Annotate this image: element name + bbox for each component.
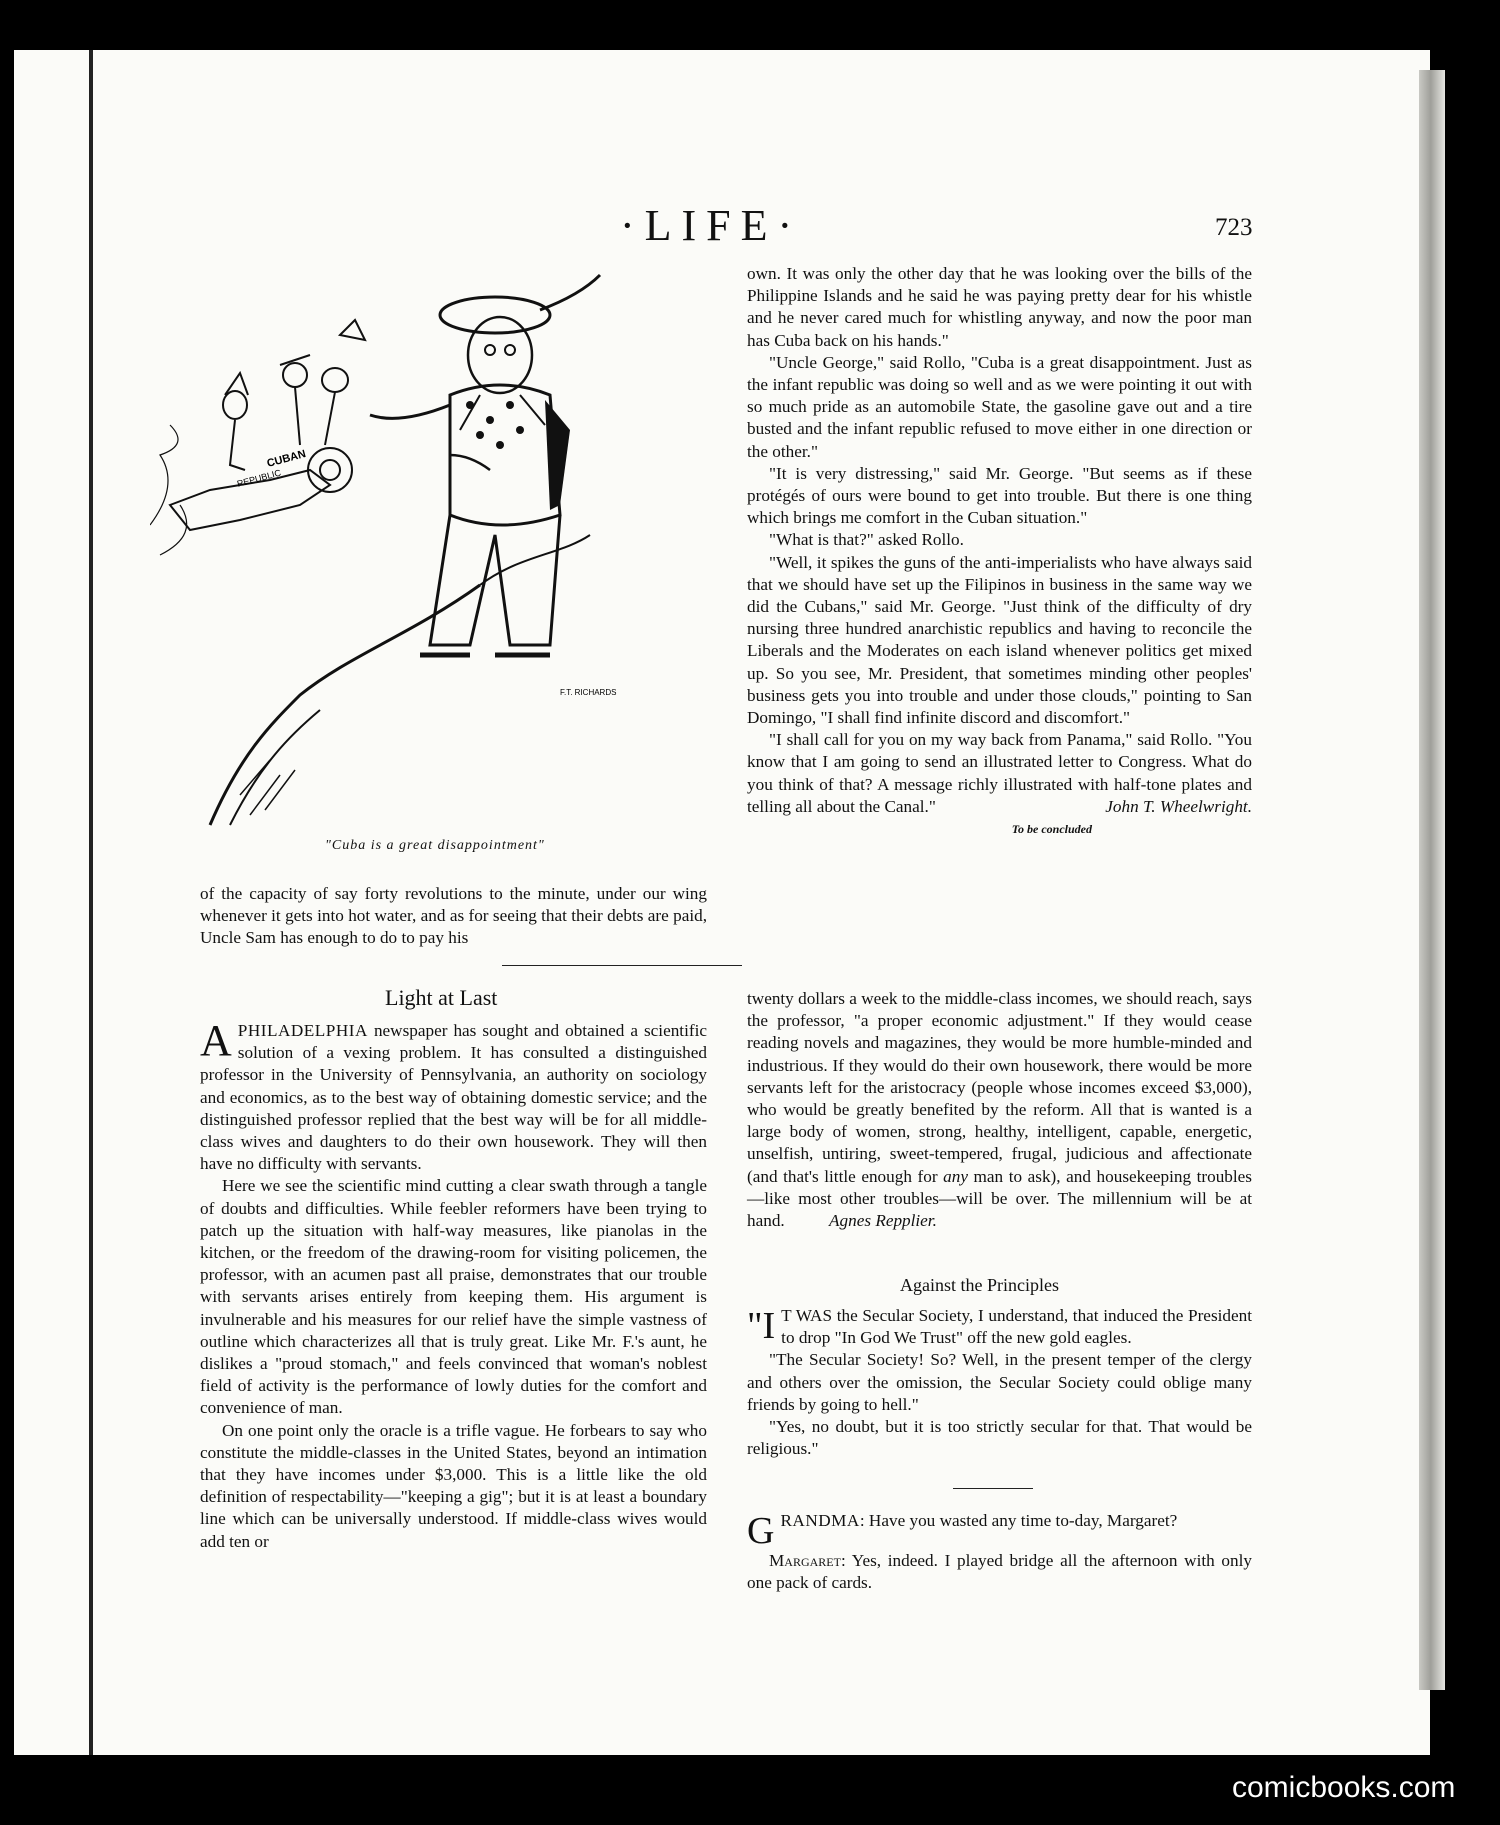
dialogue-line: : Have you wasted any time to-day, Margaret?	[859, 1511, 1178, 1530]
article3-title: Against the Principles	[900, 1275, 1059, 1295]
article1-paragraph: "Uncle George," said Rollo, "Cuba is a great disappointment. Just as the infant republic was doing so well and as we were pointing it out with so much pride as an automobile State, the gasoline gave out and a tire busted and the infant republic refused to move either in one direction or the other."	[747, 352, 1252, 461]
article1-right-column	[747, 263, 1252, 840]
magazine-title: ·LIFE·	[620, 201, 803, 250]
article3-paragraph: "Yes, no doubt, but it is too strictly secular for that. That would be religious."	[747, 1417, 1252, 1459]
to-be-concluded: To be concluded	[1011, 822, 1092, 837]
article2-paragraph: newspaper has sought and obtained a scientific solution of a vexing problem. It has consulted a distinguished professor in the University of Pennsylvania, an authority on sociology and economics, as to the best way of obtaining domestic service; and the distinguished professor replied that the best way will be for all middle-class wives and daughters to do their own housework. They will then have no difficulty with servants.	[200, 1021, 707, 1174]
article2-paragraph: twenty dollars a week to the middle-class incomes, we should reach, says the professor, "a proper economic adjustment." If they would cease reading novels and magazines, they would be more humble-minded and industrious. If they would do their own housework, there would be more servants left for the aristocracy (people whose incomes exceed $3,000), who would be greatly benefited by the reform. All that is wanted is a large body of women, strong, healthy, intelligent, capable, energetic, unselfish, untiring, sweet-tempered, frugal, judicious and affectionate (and that's little enough for	[747, 989, 1252, 1186]
cartoon-illustration	[150, 255, 720, 835]
article3-paragraph: "The Secular Society! So? Well, in the present temper of the clergy and others over the omission, the Secular Society could oblige many friends by going to hell."	[747, 1350, 1252, 1414]
article2-title: Light at Last	[385, 985, 498, 1010]
article2-left-column	[200, 1016, 707, 1553]
article2-right-column	[747, 988, 1252, 1232]
speaker-grandma: RANDMA	[780, 1511, 860, 1530]
article1-paragraph: "It is very distressing," said Mr. George. "But seems as if these protégés of ours were bound to get into trouble. But there is one thing which brings me comfort in the Cuban situation."	[747, 463, 1252, 528]
cartoon-caption: "Cuba is a great disappointment"	[325, 838, 545, 853]
article2-author: Agnes Repplier.	[829, 1211, 937, 1231]
binding-spine	[89, 50, 93, 1755]
page-number: 723	[1215, 214, 1253, 241]
article3-paragraph: T WAS the Secular Society, I understand, that induced the President to drop "In God We Trust" off the new gold eagles.	[781, 1306, 1252, 1348]
article2-emphasis: any	[943, 1166, 968, 1186]
article1-paragraph: "Well, it spikes the guns of the anti-imperialists who have always said that we should have set up the Filipinos in business in the same way we did the Cubans," said Mr. George. "Just think of the difficulty of dry nursing three hundred anarchistic republics and having to reconcile the Liberals and the Moderates on each island whenever politics get mixed up. So you see, Mr. President, that sometimes minding other peoples' business gets you into trouble and under those clouds," pointing to San Domingo, "I shall find infinite discord and discomfort."	[747, 552, 1252, 728]
short-divider	[953, 1488, 1033, 1489]
car-label-cuban: CUBAN	[265, 448, 308, 470]
speaker-margaret: Margaret	[769, 1551, 841, 1570]
article4-column	[747, 1510, 1252, 1594]
lead-caps: PHILADELPHIA	[237, 1021, 368, 1040]
site-watermark: comicbooks.com	[1232, 1771, 1456, 1804]
article1-paragraph: own. It was only the other day that he was looking over the bills of the Philippine Islands and he said he was paying pretty dear for his whistle and he never cared much for whistling anyway, and now the poor man has Cuba back on his hands."	[747, 264, 1252, 350]
artist-signature: F.T. RICHARDS	[560, 688, 617, 697]
car-label-republic: REPUBLIC	[235, 467, 282, 489]
article2-paragraph: man to ask), and housekeeping troubles—like most other troubles—will be over. The millennium will be at hand.	[747, 1166, 1252, 1231]
article3-column	[747, 1305, 1252, 1460]
article1-paragraph: "What is that?" asked Rollo.	[769, 530, 964, 550]
article1-author: John T. Wheelwright.	[1105, 796, 1252, 816]
dropcap-i: "I	[747, 1305, 776, 1347]
dropcap-g: G	[747, 1510, 775, 1552]
section-divider	[502, 965, 742, 966]
article1-left-text: of the capacity of say forty revolutions to the minute, under our wing whenever it gets into hot water, and as for seeing that their debts are paid, Uncle Sam has enough to do to pay his	[200, 884, 707, 948]
dropcap-a: A	[200, 1016, 232, 1065]
dialogue-line: : Yes, indeed. I played bridge all the afternoon with only one pack of cards.	[747, 1551, 1252, 1593]
article2-paragraph: Here we see the scientific mind cutting a clear swath through a tangle of doubts and difficulties. While feebler reformers have been trying to patch up the situation with half-way measures, like pianolas in the kitchen, or the freedom of the drawing-room for visiting policemen, the professor, with an acumen past all praise, demonstrates that our trouble with servants arises entirely from keeping them. His argument is invulnerable and his measures for our relief have the simple vastness of outline which characterizes all that is truly great. Like Mr. F.'s aunt, he dislikes a "proud stomach," and feels convinced that woman's noblest field of activity is the performance of lowly duties for the comfort and convenience of man.	[200, 1176, 707, 1418]
article1-left-continuation	[200, 883, 707, 950]
article1-paragraph: "I shall call for you on my way back from Panama," said Rollo. "You know that I am going to send an illustrated letter to Congress. What do you think of that? A message richly illustrated with half-tone plates and telling all about the Canal."	[747, 730, 1252, 816]
page-edge	[1419, 70, 1445, 1690]
article2-paragraph: On one point only the oracle is a trifle vague. He forbears to say who constitute the middle-classes in the United States, beyond an intimation that they have incomes under $3,000. This is a little like the old definition of respectability—"keeping a gig"; but it is at least a boundary line which can be universally understood. If middle-class wives would add ten or	[200, 1420, 707, 1551]
